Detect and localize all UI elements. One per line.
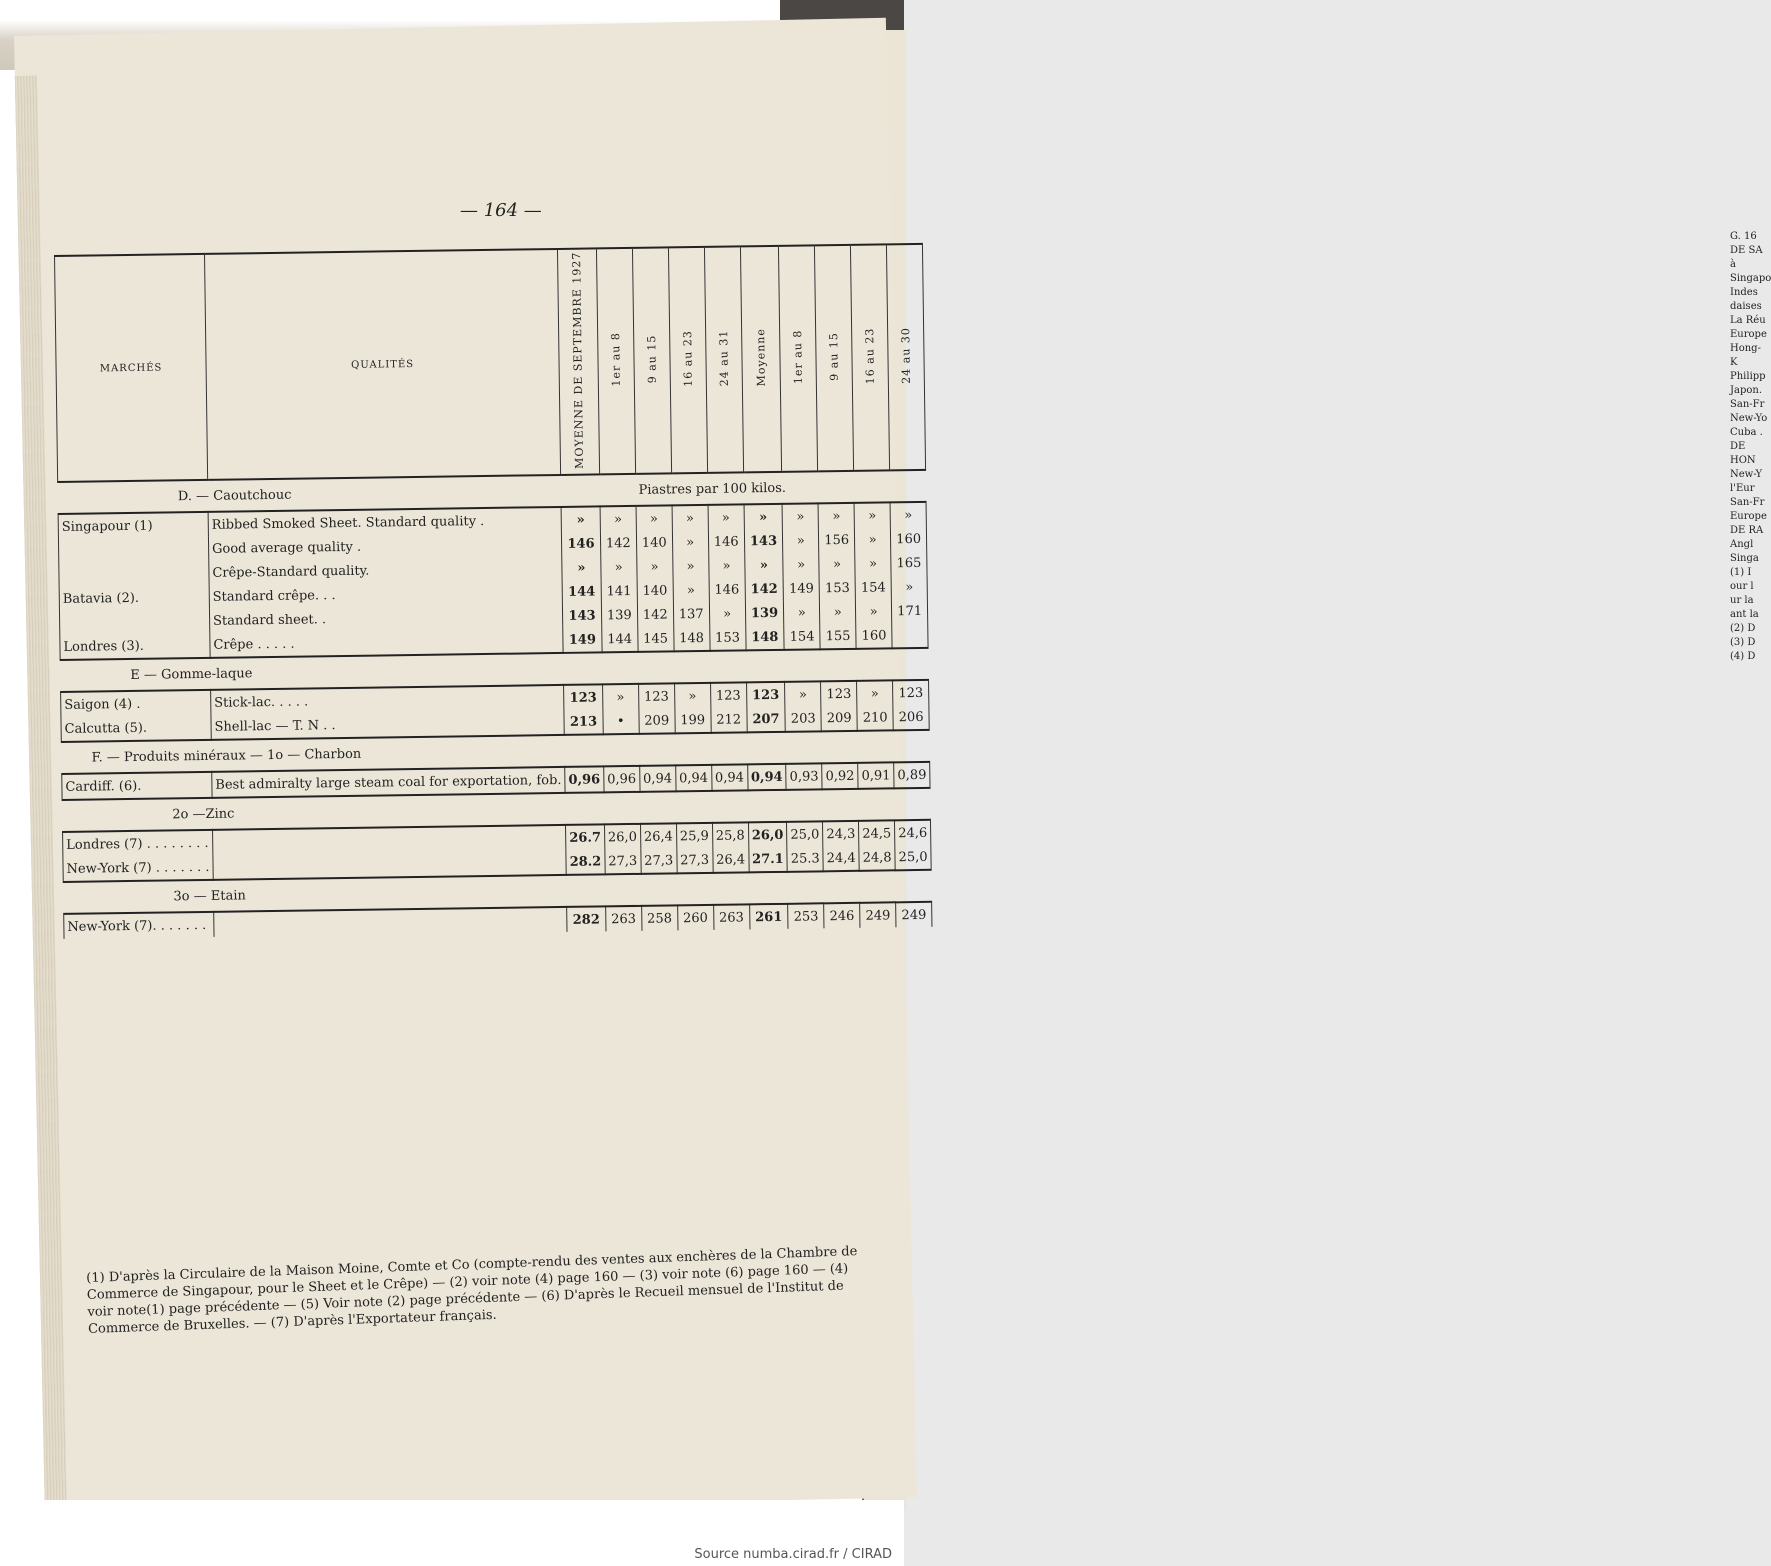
value-cell: 153 bbox=[819, 576, 855, 600]
value-cell: 261 bbox=[749, 904, 788, 930]
header-moyenne-label: MOYENNE DE SEPTEMBRE 1927 bbox=[570, 251, 587, 469]
value-cell: 263 bbox=[713, 905, 749, 930]
value-cell: » bbox=[857, 681, 893, 706]
value-cell: 24,8 bbox=[859, 846, 895, 871]
value-cell: » bbox=[708, 505, 744, 530]
value-cell: 153 bbox=[709, 626, 745, 651]
value-cell: » bbox=[890, 502, 926, 527]
value-cell: » bbox=[602, 684, 638, 709]
value-cell: 26,4 bbox=[712, 848, 748, 873]
value-cell: 25,0 bbox=[787, 822, 823, 847]
value-cell: » bbox=[636, 555, 672, 579]
value-cell: 28.2 bbox=[566, 850, 605, 876]
value-cell: » bbox=[782, 504, 818, 529]
value-cell: 212 bbox=[711, 708, 747, 733]
value-cell: » bbox=[674, 683, 710, 708]
value-cell: 209 bbox=[639, 709, 675, 734]
market-cell: New-York (7) . . . . . . . bbox=[63, 855, 213, 882]
header-col-6: 1er au 8 bbox=[779, 245, 818, 472]
value-cell: » bbox=[600, 506, 636, 531]
value-cell: 146 bbox=[709, 578, 745, 602]
quality-cell: Shell-lac — T. N . . bbox=[211, 710, 564, 740]
value-cell: » bbox=[636, 506, 672, 531]
value-cell: 27.1 bbox=[748, 847, 787, 873]
value-cell: 207 bbox=[746, 707, 785, 733]
header-qualites: QUALITÉS bbox=[204, 249, 560, 480]
value-cell: 148 bbox=[745, 625, 784, 651]
price-table bbox=[54, 243, 933, 939]
value-cell: » bbox=[785, 682, 821, 707]
value-cell: 139 bbox=[601, 603, 637, 627]
value-cell: » bbox=[744, 553, 783, 578]
section-unit: Piastres par 100 kilos. bbox=[635, 470, 926, 506]
value-cell: 0,96 bbox=[603, 766, 639, 792]
value-cell: » bbox=[744, 504, 783, 530]
header-col-3: 16 au 23 bbox=[668, 247, 707, 474]
value-cell: 24,4 bbox=[823, 846, 859, 871]
value-cell: 149 bbox=[783, 577, 819, 601]
header-moyenne bbox=[558, 248, 600, 475]
value-cell: » bbox=[819, 552, 855, 576]
value-cell: 0,94 bbox=[675, 765, 711, 791]
value-cell: 141 bbox=[601, 579, 637, 603]
market-cell: Singapour (1) bbox=[58, 512, 208, 539]
value-cell: 24,3 bbox=[823, 821, 859, 846]
value-cell: 25.3 bbox=[787, 847, 823, 872]
value-cell: » bbox=[783, 529, 819, 553]
header-col-4: 24 au 31 bbox=[704, 246, 743, 473]
value-cell: 249 bbox=[896, 902, 932, 927]
value-cell: 123 bbox=[746, 682, 785, 708]
quality-cell bbox=[214, 907, 567, 937]
value-cell: 0,94 bbox=[711, 765, 747, 791]
footnote: (1) D'après la Circulaire de la Maison Moine, Comte et Co (compte-rendu des ventes aux enchères de la Chambre de Commerce de Singapour, pour le Sheet et le Crêpe) — (2) voir note (4) page 160 — (3) voir note (6) page 160 — (4) voir note(1) page précédente — (5) Voir note (2) page précédente — (6) D'après le Recueil mensuel de l'Institut de Commerce de Bruxelles. — (7) D'après l'Exportateur français. bbox=[86, 1244, 858, 1337]
value-cell: 26,4 bbox=[640, 824, 676, 849]
value-cell: 209 bbox=[821, 706, 857, 731]
market-cell: New-York (7). . . . . . . bbox=[64, 912, 214, 939]
value-cell: 246 bbox=[824, 903, 860, 928]
value-cell: » bbox=[784, 601, 820, 625]
value-cell: 263 bbox=[605, 906, 641, 931]
header-marches: MARCHÉS bbox=[55, 254, 208, 482]
value-cell: 123 bbox=[821, 681, 857, 706]
value-cell: 0,93 bbox=[786, 764, 822, 790]
value-cell: 26.7 bbox=[566, 825, 605, 851]
header-col-1: 1er au 8 bbox=[596, 248, 635, 475]
value-cell: 155 bbox=[820, 624, 856, 649]
header-row bbox=[55, 244, 926, 482]
value-cell bbox=[892, 623, 928, 648]
value-cell: 145 bbox=[637, 627, 673, 652]
quality-cell: Crêpe-Standard quality. bbox=[209, 556, 562, 585]
quality-cell: Ribbed Smoked Sheet. Standard quality . bbox=[208, 507, 561, 537]
value-cell: 27,3 bbox=[605, 849, 641, 874]
value-cell: 282 bbox=[567, 907, 606, 933]
value-cell: 137 bbox=[673, 602, 709, 626]
value-cell: » bbox=[672, 530, 708, 554]
market-cell: Saigon (4) . bbox=[61, 690, 211, 717]
value-cell: 154 bbox=[784, 625, 820, 650]
value-cell: 123 bbox=[710, 683, 746, 708]
value-cell: 260 bbox=[677, 905, 713, 930]
value-cell: 27,3 bbox=[641, 849, 677, 874]
section-title: 2o —Zinc bbox=[62, 788, 930, 832]
value-cell: 160 bbox=[856, 624, 892, 649]
section-title: F. — Produits minéraux — 1o — Charbon bbox=[61, 730, 929, 774]
value-cell: 26,0 bbox=[748, 822, 787, 848]
value-cell: » bbox=[562, 556, 601, 581]
value-cell: 160 bbox=[891, 527, 927, 551]
value-cell: » bbox=[818, 503, 854, 528]
value-cell: 0,89 bbox=[894, 762, 930, 788]
value-cell: 25,9 bbox=[676, 823, 712, 848]
value-cell: 123 bbox=[638, 684, 674, 709]
value-cell: » bbox=[855, 552, 891, 576]
value-cell: » bbox=[855, 528, 891, 552]
page-margin bbox=[0, 1500, 904, 1566]
page-number: — 164 — bbox=[460, 200, 542, 221]
quality-cell: Crêpe . . . . . bbox=[210, 628, 563, 658]
value-cell: 213 bbox=[564, 710, 603, 736]
right-page-text: G. 16 DE SA à Singapo Indes daises La Réu Europe Hong-K Philipp Japon. San-Fr New-Yo Cuba . DE HON New-Y l'Eur San-Fr Europe DE RA Angl Singa (1) I our l ur la ant la (2) D (3) D (4) D bbox=[1730, 231, 1771, 662]
value-cell: » bbox=[708, 554, 744, 578]
value-cell: 140 bbox=[637, 579, 673, 603]
header-col-2: 9 au 15 bbox=[632, 247, 671, 474]
value-cell: 143 bbox=[563, 604, 602, 629]
value-cell: 25,8 bbox=[712, 823, 748, 848]
value-cell: 171 bbox=[892, 599, 928, 623]
value-cell: 144 bbox=[562, 580, 601, 605]
value-cell: » bbox=[673, 578, 709, 602]
quality-cell: Standard crêpe. . . bbox=[209, 580, 562, 609]
section-title: E — Gomme-laque bbox=[60, 648, 928, 692]
value-cell: 149 bbox=[563, 628, 602, 654]
value-cell: 206 bbox=[893, 705, 929, 730]
value-cell: 0,94 bbox=[639, 766, 675, 792]
value-cell: 156 bbox=[819, 528, 855, 552]
value-cell: 24,6 bbox=[895, 820, 931, 845]
value-cell: » bbox=[891, 575, 927, 599]
value-cell: » bbox=[854, 503, 890, 528]
header-col-8: 16 au 23 bbox=[851, 244, 890, 471]
value-cell: 210 bbox=[857, 706, 893, 731]
quality-cell: Good average quality . bbox=[208, 532, 561, 561]
market-cell bbox=[59, 609, 209, 635]
market-cell bbox=[58, 537, 208, 563]
value-cell: 123 bbox=[564, 685, 603, 711]
value-cell: 249 bbox=[860, 902, 896, 927]
section-title: 3o — Etain bbox=[63, 870, 931, 914]
market-cell: Calcutta (5). bbox=[61, 715, 211, 742]
value-cell: 139 bbox=[745, 601, 784, 626]
header-col-9: 24 au 30 bbox=[887, 244, 926, 471]
value-cell: » bbox=[856, 600, 892, 624]
quality-cell: Stick-lac. . . . . bbox=[211, 685, 564, 715]
value-cell: 0,91 bbox=[858, 763, 894, 789]
value-cell: 199 bbox=[675, 708, 711, 733]
quality-cell: Best admiralty large steam coal for exportation, fob. bbox=[212, 767, 566, 798]
value-cell: 146 bbox=[562, 532, 601, 557]
value-cell: 203 bbox=[785, 707, 821, 732]
value-cell: 25,0 bbox=[895, 845, 931, 870]
market-cell: Cardiff. (6). bbox=[62, 772, 212, 800]
value-cell: 142 bbox=[637, 603, 673, 627]
value-cell: 142 bbox=[600, 531, 636, 555]
market-cell bbox=[59, 561, 209, 587]
value-cell: 0,92 bbox=[822, 763, 858, 789]
value-cell: 142 bbox=[745, 577, 784, 602]
value-cell: 258 bbox=[641, 906, 677, 931]
value-cell: 143 bbox=[744, 529, 783, 554]
value-cell: » bbox=[672, 505, 708, 530]
header-col-5: Moyenne bbox=[740, 246, 782, 473]
section-title: D. — Caoutchouc bbox=[58, 474, 636, 514]
value-cell: 146 bbox=[708, 530, 744, 554]
value-cell: 144 bbox=[602, 627, 638, 652]
quality-cell: Standard sheet. . bbox=[209, 604, 562, 633]
value-cell: • bbox=[603, 709, 639, 734]
value-cell: » bbox=[672, 554, 708, 578]
value-cell: 27,3 bbox=[677, 848, 713, 873]
header-col-7: 9 au 15 bbox=[815, 245, 854, 472]
value-cell: 148 bbox=[673, 626, 709, 651]
value-cell: » bbox=[709, 602, 745, 626]
value-cell: 154 bbox=[855, 576, 891, 600]
market-cell: Londres (3). bbox=[60, 633, 210, 660]
value-cell: 123 bbox=[893, 680, 929, 705]
source-credit: Source numba.cirad.fr / CIRAD bbox=[694, 1547, 892, 1562]
value-cell: » bbox=[783, 553, 819, 577]
market-cell: Batavia (2). bbox=[59, 585, 209, 611]
market-cell: Londres (7) . . . . . . . . bbox=[63, 830, 213, 857]
value-cell: 0,94 bbox=[747, 764, 786, 791]
value-cell: » bbox=[561, 507, 600, 533]
value-cell: 253 bbox=[788, 904, 824, 929]
value-cell: 0,96 bbox=[565, 767, 604, 794]
value-cell: » bbox=[820, 600, 856, 624]
value-cell: 140 bbox=[636, 531, 672, 555]
value-cell: 24,5 bbox=[859, 821, 895, 846]
value-cell: 26,0 bbox=[604, 824, 640, 849]
value-cell: » bbox=[601, 555, 637, 579]
value-cell: 165 bbox=[891, 551, 927, 575]
